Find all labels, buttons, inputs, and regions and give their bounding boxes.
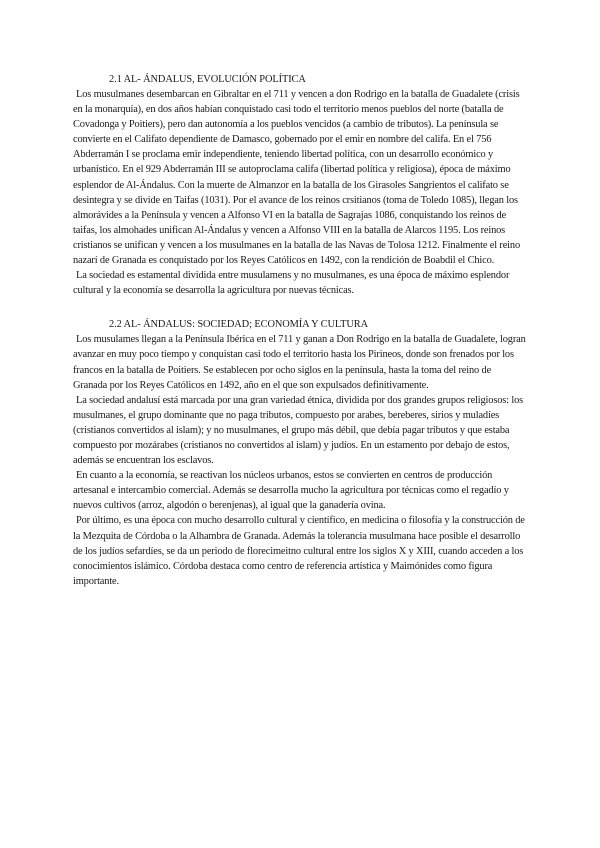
- section-society-economy-culture: [73, 318, 527, 589]
- section-title: 2.2 AL- ÁNDALUS: SOCIEDAD; ECONOMÍA Y CULTURA: [109, 319, 369, 331]
- paragraph: Los musulames llegan a la Península Ibérica en el 711 y ganan a Don Rodrigo en la batalla de Guadalete, logran avanzar en muy poco tiempo y conquistan casi todo el territorio hasta los Pirineos, donde son frenados por los francos en la batalla de Poitiers. Se establecen por ocho siglos en la península, hasta la toma del reino de Granada por los Reyes Católicos en 1492, año en el que son expulsados definitivamente.: [73, 334, 526, 391]
- paragraph: Los musulmanes desembarcan en Gibraltar en el 711 y vencen a don Rodrigo en la batalla de Guadalete (crisis en la monarquía), en dos años habían conquistado casi todo el territorio menos pueblos del norte (batalla de Covadonga y Poitiers), pero dan autonomía a los pueblos vencidos (a cambio de tributos). La península se convierte en el Califato dependiente de Damasco, gobernado por el emir en nombre del califa. En el 756 Abderramán I se proclama emir independiente, teniendo libertad política, con un desarrollo económico y urbanístico. En el 929 Abderramán III se autoproclama califa (libertad política y religiosa), época de máximo esplendor de Al-Ándalus. Con la muerte de Almanzor en la batalla de los Girasoles Sangrientos el califato se desintegra y se divide en Taifas (1031). Por el avance de los reinos crsitianos (toma de Toledo 1085), llegan los almorávides a la Península y vencen a Alfonso VI en la batalla de Sagrajas 1086, conquistando los reinos de taifas, los almohades unifican Al-Ándalus y vencen a Alfonso VIII en la batalla de Alarcos 1195. Los reinos cristianos se unifican y vencen a los musulmanes en la batalla de las Navas de Tolosa 1212. Finalmente el reino nazarí de Granada es conquistado por los Reyes Católicos en 1492, con la rendición de Boabdil el Chico.: [73, 89, 520, 267]
- paragraph: La sociedad es estamental dividida entre musulamens y no musulmanes, es una época de máximo esplendor cultural y la economía se desarrolla la agricultura por nuevas técnicas.: [73, 270, 510, 297]
- section-political-evolution: [73, 73, 527, 298]
- paragraph: En cuanto a la economía, se reactivan los núcleos urbanos, estos se convierten en centros de producción artesanal e intercambio comercial. Además se desarrolla mucho la agricultura por técnicas como el regadío y nuevos cultivos (arroz, algodón o berenjenas), al igual que la ganadería ovina.: [73, 470, 509, 512]
- paragraph: Por último, es una época con mucho desarrollo cultural y científico, en medicina o filosofía y la construcción de la Mezquita de Córdoba o la Alhambra de Granada. Además la tolerancia musulmana hace posible el desarrollo de los judíos sefardíes, se da un periodo de florecimeitno cultural entre los siglos X y XIII, cuando acceden a los conocimientos islámico. Córdoba destaca como centro de referencia artística y Maimónides como figura importante.: [73, 515, 525, 587]
- section-title: 2.1 AL- ÁNDALUS, EVOLUCIÓN POLÍTICA: [109, 74, 306, 85]
- paragraph: La sociedad andalusí está marcada por una gran variedad étnica, dividida por dos grandes grupos religiosos: los musulmanes, el grupo dominante que no paga tributos, compuesto por arabes, bereberes, sirios y muladíes (cristianos convertidos al islam); y no musulmanes, el grupo más débil, que debía pagar tributos y que estaba compuesto por mozárabes (cristianos no convertidos al islam) y judíos. En un estamento por debajo de estos, además se encuentran los esclavos.: [73, 394, 524, 467]
- section-spacer: [73, 298, 527, 318]
